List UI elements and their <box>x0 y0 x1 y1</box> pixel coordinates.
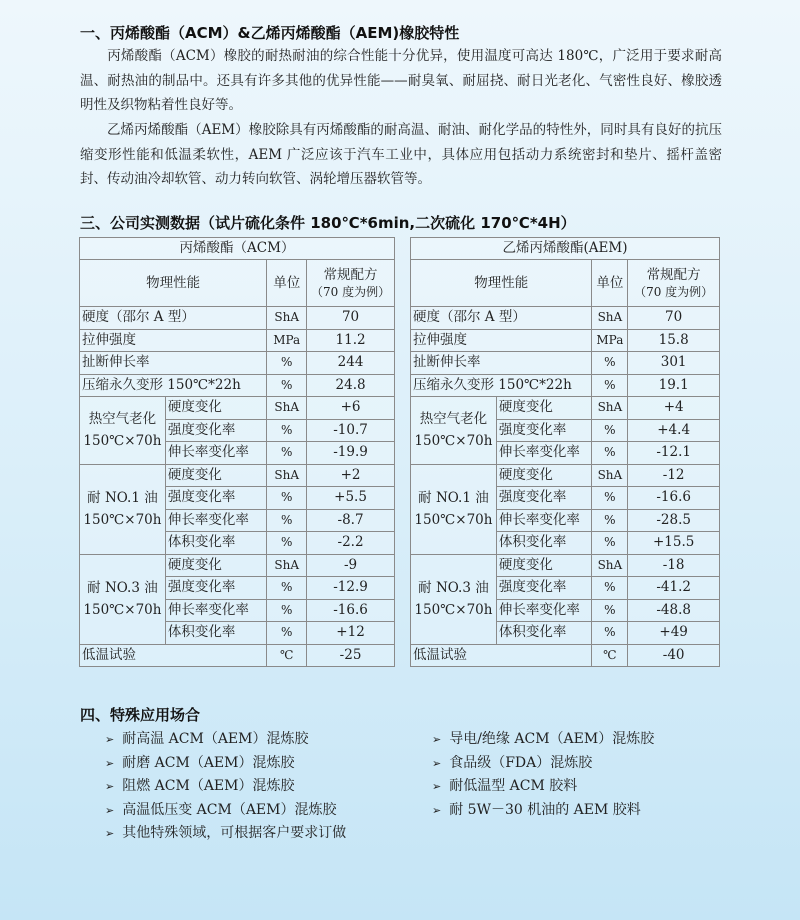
condition-temp: 150℃×70h <box>83 433 162 450</box>
value-cell: -9 <box>307 554 395 577</box>
unit-cell: ShA <box>592 554 628 577</box>
list-item-label: 耐高温 ACM（AEM）混炼胶 <box>122 731 309 747</box>
value-cell: -8.7 <box>307 509 395 532</box>
condition-name: 热空气老化 <box>88 411 157 428</box>
value-cell: +15.5 <box>628 532 720 555</box>
table-title-row <box>411 238 720 260</box>
condition-cell <box>411 464 497 554</box>
unit-cell: % <box>267 442 307 465</box>
value-cell: -10.7 <box>307 419 395 442</box>
property-cell: 低温试验 <box>80 644 267 667</box>
property-cell: 伸长率变化率 <box>496 599 592 622</box>
unit-cell: % <box>267 487 307 510</box>
value-cell: -19.9 <box>307 442 395 465</box>
property-cell: 硬度变化 <box>165 464 266 487</box>
table-title-row <box>80 238 395 260</box>
value-cell: 301 <box>628 352 720 375</box>
condition-name: 耐 NO.1 油 <box>87 490 158 506</box>
unit-cell: % <box>267 509 307 532</box>
property-cell: 压缩永久变形 150℃*22h <box>80 374 267 397</box>
table-row <box>411 307 720 330</box>
table-row <box>80 464 395 487</box>
property-cell: 强度变化率 <box>165 487 266 510</box>
value-cell: +5.5 <box>307 487 395 510</box>
table-row <box>80 374 395 397</box>
property-cell: 体积变化率 <box>496 622 592 645</box>
table-row <box>411 397 720 420</box>
value-cell: -12 <box>628 464 720 487</box>
unit-cell: ShA <box>592 464 628 487</box>
list-item <box>105 775 295 795</box>
table-row <box>80 554 395 577</box>
arrow-bullet-icon: ➢ <box>105 733 115 746</box>
condition-cell <box>80 397 166 465</box>
property-cell: 体积变化率 <box>496 532 592 555</box>
condition-cell <box>80 464 166 554</box>
table-row <box>80 644 395 667</box>
property-cell: 硬度变化 <box>165 397 266 420</box>
value-cell: +4 <box>628 397 720 420</box>
property-cell: 扯断伸长率 <box>80 352 267 375</box>
unit-cell: ShA <box>267 554 307 577</box>
value-cell: +6 <box>307 397 395 420</box>
value-cell: +4.4 <box>628 419 720 442</box>
property-cell: 拉伸强度 <box>411 329 592 352</box>
value-cell: -41.2 <box>628 577 720 600</box>
list-item <box>432 752 592 772</box>
unit-cell: % <box>592 532 628 555</box>
acm-properties-table <box>79 237 395 667</box>
property-cell: 硬度变化 <box>165 554 266 577</box>
property-cell: 伸长率变化率 <box>165 599 266 622</box>
para-aem-text: 乙烯丙烯酸酯（AEM）橡胶除具有丙烯酸酯的耐高温、耐油、耐化学品的特性外，同时具有良好的抗压缩变形性能和低温柔软性，AEM 广泛应该于汽车工业中，具体应用包括动力系统密封和垫片、摇杆盖密封、传动油冷却软管、动力转向软管、涡轮增压器软管等。 <box>80 122 722 187</box>
unit-cell: % <box>592 622 628 645</box>
value-cell: 24.8 <box>307 374 395 397</box>
unit-cell: % <box>267 374 307 397</box>
property-cell: 强度变化率 <box>496 419 592 442</box>
table-row <box>411 644 720 667</box>
condition-temp: 150℃×70h <box>83 512 162 528</box>
value-cell: 244 <box>307 352 395 375</box>
unit-cell: % <box>592 577 628 600</box>
value-cell: 11.2 <box>307 329 395 352</box>
value-cell: +49 <box>628 622 720 645</box>
header-formula <box>628 260 720 307</box>
property-cell: 拉伸强度 <box>80 329 267 352</box>
value-cell: -12.9 <box>307 577 395 600</box>
value-cell: -48.8 <box>628 599 720 622</box>
unit-cell: ShA <box>592 397 628 420</box>
table-title: 丙烯酸酯（ACM） <box>80 238 395 260</box>
unit-cell: ShA <box>267 397 307 420</box>
arrow-bullet-icon: ➢ <box>105 780 115 793</box>
property-cell: 扯断伸长率 <box>411 352 592 375</box>
table-row <box>80 329 395 352</box>
condition-temp: 150℃×70h <box>414 602 493 618</box>
value-cell: -16.6 <box>307 599 395 622</box>
table-row <box>80 397 395 420</box>
list-item-label: 阻燃 ACM（AEM）混炼胶 <box>122 778 295 794</box>
value-cell: -16.6 <box>628 487 720 510</box>
table-row <box>411 352 720 375</box>
value-cell: +12 <box>307 622 395 645</box>
condition-name: 热空气老化 <box>419 411 488 428</box>
property-cell: 伸长率变化率 <box>165 442 266 465</box>
property-cell: 硬度（邵尔 A 型） <box>411 307 592 330</box>
table-row <box>411 374 720 397</box>
unit-cell: ShA <box>267 464 307 487</box>
list-item <box>432 728 654 748</box>
header-formula <box>307 260 395 307</box>
unit-cell: % <box>267 577 307 600</box>
arrow-bullet-icon: ➢ <box>432 803 442 817</box>
value-cell: -18 <box>628 554 720 577</box>
value-cell: 19.1 <box>628 374 720 397</box>
header-formula-sub: （70 度为例） <box>634 285 714 299</box>
list-item <box>105 822 346 842</box>
property-cell: 伸长率变化率 <box>496 509 592 532</box>
value-cell: -2.2 <box>307 532 395 555</box>
header-formula-sub: （70 度为例） <box>311 285 391 299</box>
property-cell: 伸长率变化率 <box>496 442 592 465</box>
header-property: 物理性能 <box>411 260 592 307</box>
unit-cell: % <box>592 442 628 465</box>
header-property: 物理性能 <box>80 260 267 307</box>
unit-cell: % <box>267 419 307 442</box>
table-row <box>80 307 395 330</box>
value-cell: +2 <box>307 464 395 487</box>
property-cell: 强度变化率 <box>496 577 592 600</box>
section4-heading: 四、特殊应用场合 <box>80 706 201 724</box>
list-item-label: 食品级（FDA）混炼胶 <box>449 754 593 771</box>
list-item <box>105 728 309 748</box>
unit-cell: % <box>592 352 628 375</box>
condition-cell <box>411 554 497 644</box>
list-item <box>105 752 295 772</box>
unit-cell: % <box>592 419 628 442</box>
condition-cell <box>411 397 497 465</box>
list-item-label: 导电/绝缘 ACM（AEM）混炼胶 <box>449 731 655 747</box>
value-cell: -40 <box>628 644 720 667</box>
value-cell: 70 <box>307 307 395 330</box>
list-item-label: 耐 5W－30 机油的 AEM 胶料 <box>449 801 641 818</box>
condition-temp: 150℃×70h <box>83 602 162 618</box>
arrow-bullet-icon: ➢ <box>105 756 115 770</box>
unit-cell: ℃ <box>267 644 307 667</box>
condition-temp: 150℃×70h <box>414 433 493 450</box>
list-item-label: 耐磨 ACM（AEM）混炼胶 <box>122 754 295 771</box>
unit-cell: ShA <box>267 307 307 330</box>
aem-properties-table <box>410 237 720 667</box>
property-cell: 强度变化率 <box>165 419 266 442</box>
arrow-bullet-icon: ➢ <box>432 780 442 793</box>
header-unit: 单位 <box>267 260 307 307</box>
property-cell: 硬度变化 <box>496 464 592 487</box>
condition-cell <box>80 554 166 644</box>
property-cell: 硬度变化 <box>496 397 592 420</box>
condition-temp: 150℃×70h <box>414 512 493 528</box>
unit-cell: % <box>592 509 628 532</box>
table-row <box>411 554 720 577</box>
unit-cell: % <box>267 352 307 375</box>
table-header-row <box>80 260 395 307</box>
unit-cell: % <box>592 487 628 510</box>
list-item-label: 其他特殊领域，可根据客户要求订做 <box>122 825 347 841</box>
condition-name: 耐 NO.3 油 <box>418 580 489 596</box>
section3-heading: 三、公司实测数据（试片硫化条件 180℃*6min,二次硫化 170℃*4H） <box>80 214 576 232</box>
unit-cell: ShA <box>592 307 628 330</box>
property-cell: 硬度（邵尔 A 型） <box>80 307 267 330</box>
value-cell: -25 <box>307 644 395 667</box>
property-cell: 硬度变化 <box>496 554 592 577</box>
header-unit: 单位 <box>592 260 628 307</box>
list-item-label: 耐低温型 ACM 胶料 <box>449 778 578 794</box>
property-cell: 低温试验 <box>411 644 592 667</box>
table-row <box>411 329 720 352</box>
unit-cell: MPa <box>267 329 307 352</box>
value-cell: 70 <box>628 307 720 330</box>
table-row <box>80 352 395 375</box>
unit-cell: % <box>267 599 307 622</box>
header-formula-label: 常规配方 <box>646 267 701 283</box>
property-cell: 压缩永久变形 150℃*22h <box>411 374 592 397</box>
header-formula-label: 常规配方 <box>323 267 378 283</box>
arrow-bullet-icon: ➢ <box>105 827 115 840</box>
value-cell: 15.8 <box>628 329 720 352</box>
section1-heading: 一、丙烯酸酯（ACM）&乙烯丙烯酸酯（AEM)橡胶特性 <box>80 24 460 42</box>
list-item <box>105 799 337 819</box>
property-cell: 强度变化率 <box>165 577 266 600</box>
unit-cell: ℃ <box>592 644 628 667</box>
list-item-label: 高温低压变 ACM（AEM）混炼胶 <box>122 801 337 818</box>
para-acm-text: 丙烯酸酯（ACM）橡胶的耐热耐油的综合性能十分优异，使用温度可高达 180℃，广泛用于要求耐高温、耐热油的制品中。还具有许多其他的优异性能——耐臭氧、耐屈挠、耐日光老化、气密性良好、橡胶透明性及织物粘着性良好等。 <box>80 48 722 113</box>
unit-cell: MPa <box>592 329 628 352</box>
unit-cell: % <box>592 374 628 397</box>
arrow-bullet-icon: ➢ <box>432 733 442 746</box>
table-row <box>411 464 720 487</box>
list-item <box>432 799 641 819</box>
condition-name: 耐 NO.1 油 <box>418 490 489 506</box>
arrow-bullet-icon: ➢ <box>105 803 115 817</box>
section1-paragraph-acm <box>80 44 722 118</box>
value-cell: -28.5 <box>628 509 720 532</box>
table-header-row <box>411 260 720 307</box>
value-cell: -12.1 <box>628 442 720 465</box>
table-title: 乙烯丙烯酸酯(AEM) <box>411 238 720 260</box>
list-item <box>432 775 577 795</box>
unit-cell: % <box>267 622 307 645</box>
section1-paragraph-aem <box>80 118 722 192</box>
property-cell: 强度变化率 <box>496 487 592 510</box>
arrow-bullet-icon: ➢ <box>432 756 442 770</box>
condition-name: 耐 NO.3 油 <box>87 580 158 596</box>
unit-cell: % <box>592 599 628 622</box>
unit-cell: % <box>267 532 307 555</box>
property-cell: 体积变化率 <box>165 622 266 645</box>
property-cell: 伸长率变化率 <box>165 509 266 532</box>
property-cell: 体积变化率 <box>165 532 266 555</box>
